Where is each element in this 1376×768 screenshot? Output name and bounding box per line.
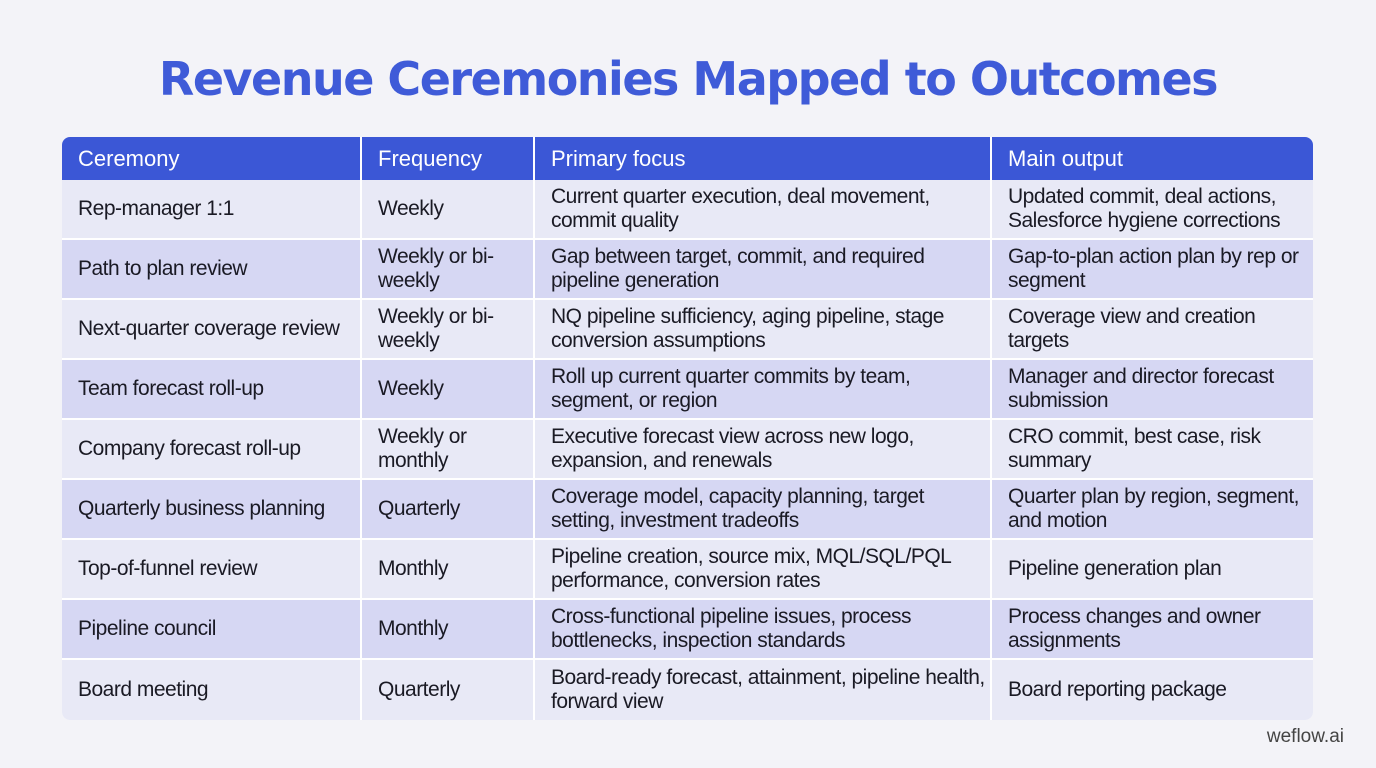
header-frequency: Frequency [362,137,535,180]
table-row [62,600,1313,660]
main-output-cell: Gap-to-plan action plan by rep or segment [992,240,1313,300]
primary-focus-cell: Board-ready forecast, attainment, pipeline health, forward view [535,660,992,720]
table-row [62,480,1313,540]
table-header-row [62,137,1313,180]
page-title: Revenue Ceremonies Mapped to Outcomes [158,52,1218,106]
table-row [62,240,1313,300]
table-row [62,300,1313,360]
frequency-cell: Weekly [362,180,535,240]
ceremony-cell: Quarterly business planning [62,480,362,540]
table-body [62,180,1313,720]
primary-focus-cell: Coverage model, capacity planning, target setting, investment tradeoffs [535,480,992,540]
frequency-cell: Weekly or bi-weekly [362,300,535,360]
ceremony-cell: Company forecast roll-up [62,420,362,480]
main-output-cell: Board reporting package [992,660,1313,720]
table-row [62,180,1313,240]
frequency-cell: Monthly [362,540,535,600]
frequency-cell: Quarterly [362,660,535,720]
primary-focus-cell: NQ pipeline sufficiency, aging pipeline, stage conversion assumptions [535,300,992,360]
frequency-cell: Weekly or monthly [362,420,535,480]
primary-focus-cell: Roll up current quarter commits by team, segment, or region [535,360,992,420]
header-primary-focus: Primary focus [535,137,992,180]
main-output-cell: Coverage view and creation targets [992,300,1313,360]
ceremony-cell: Next-quarter coverage review [62,300,362,360]
header-main-output: Main output [992,137,1313,180]
ceremony-cell: Pipeline council [62,600,362,660]
main-output-cell: Pipeline generation plan [992,540,1313,600]
primary-focus-cell: Executive forecast view across new logo, expansion, and renewals [535,420,992,480]
main-output-cell: Process changes and owner assignments [992,600,1313,660]
primary-focus-cell: Current quarter execution, deal movement, commit quality [535,180,992,240]
table-row [62,360,1313,420]
header-ceremony: Ceremony [62,137,362,180]
ceremony-cell: Rep-manager 1:1 [62,180,362,240]
ceremony-cell: Top-of-funnel review [62,540,362,600]
frequency-cell: Weekly [362,360,535,420]
brand-footer: weflow.ai [1266,726,1344,747]
ceremony-cell: Team forecast roll-up [62,360,362,420]
primary-focus-cell: Pipeline creation, source mix, MQL/SQL/PQL performance, conversion rates [535,540,992,600]
frequency-cell: Quarterly [362,480,535,540]
primary-focus-cell: Cross-functional pipeline issues, process bottlenecks, inspection standards [535,600,992,660]
frequency-cell: Monthly [362,600,535,660]
main-output-cell: Manager and director forecast submission [992,360,1313,420]
table-row [62,540,1313,600]
table-row [62,660,1313,720]
primary-focus-cell: Gap between target, commit, and required pipeline generation [535,240,992,300]
main-output-cell: Updated commit, deal actions, Salesforce hygiene corrections [992,180,1313,240]
main-output-cell: Quarter plan by region, segment, and motion [992,480,1313,540]
ceremony-cell: Path to plan review [62,240,362,300]
table-row [62,420,1313,480]
frequency-cell: Weekly or bi-weekly [362,240,535,300]
ceremony-cell: Board meeting [62,660,362,720]
main-output-cell: CRO commit, best case, risk summary [992,420,1313,480]
ceremonies-table [62,137,1313,720]
